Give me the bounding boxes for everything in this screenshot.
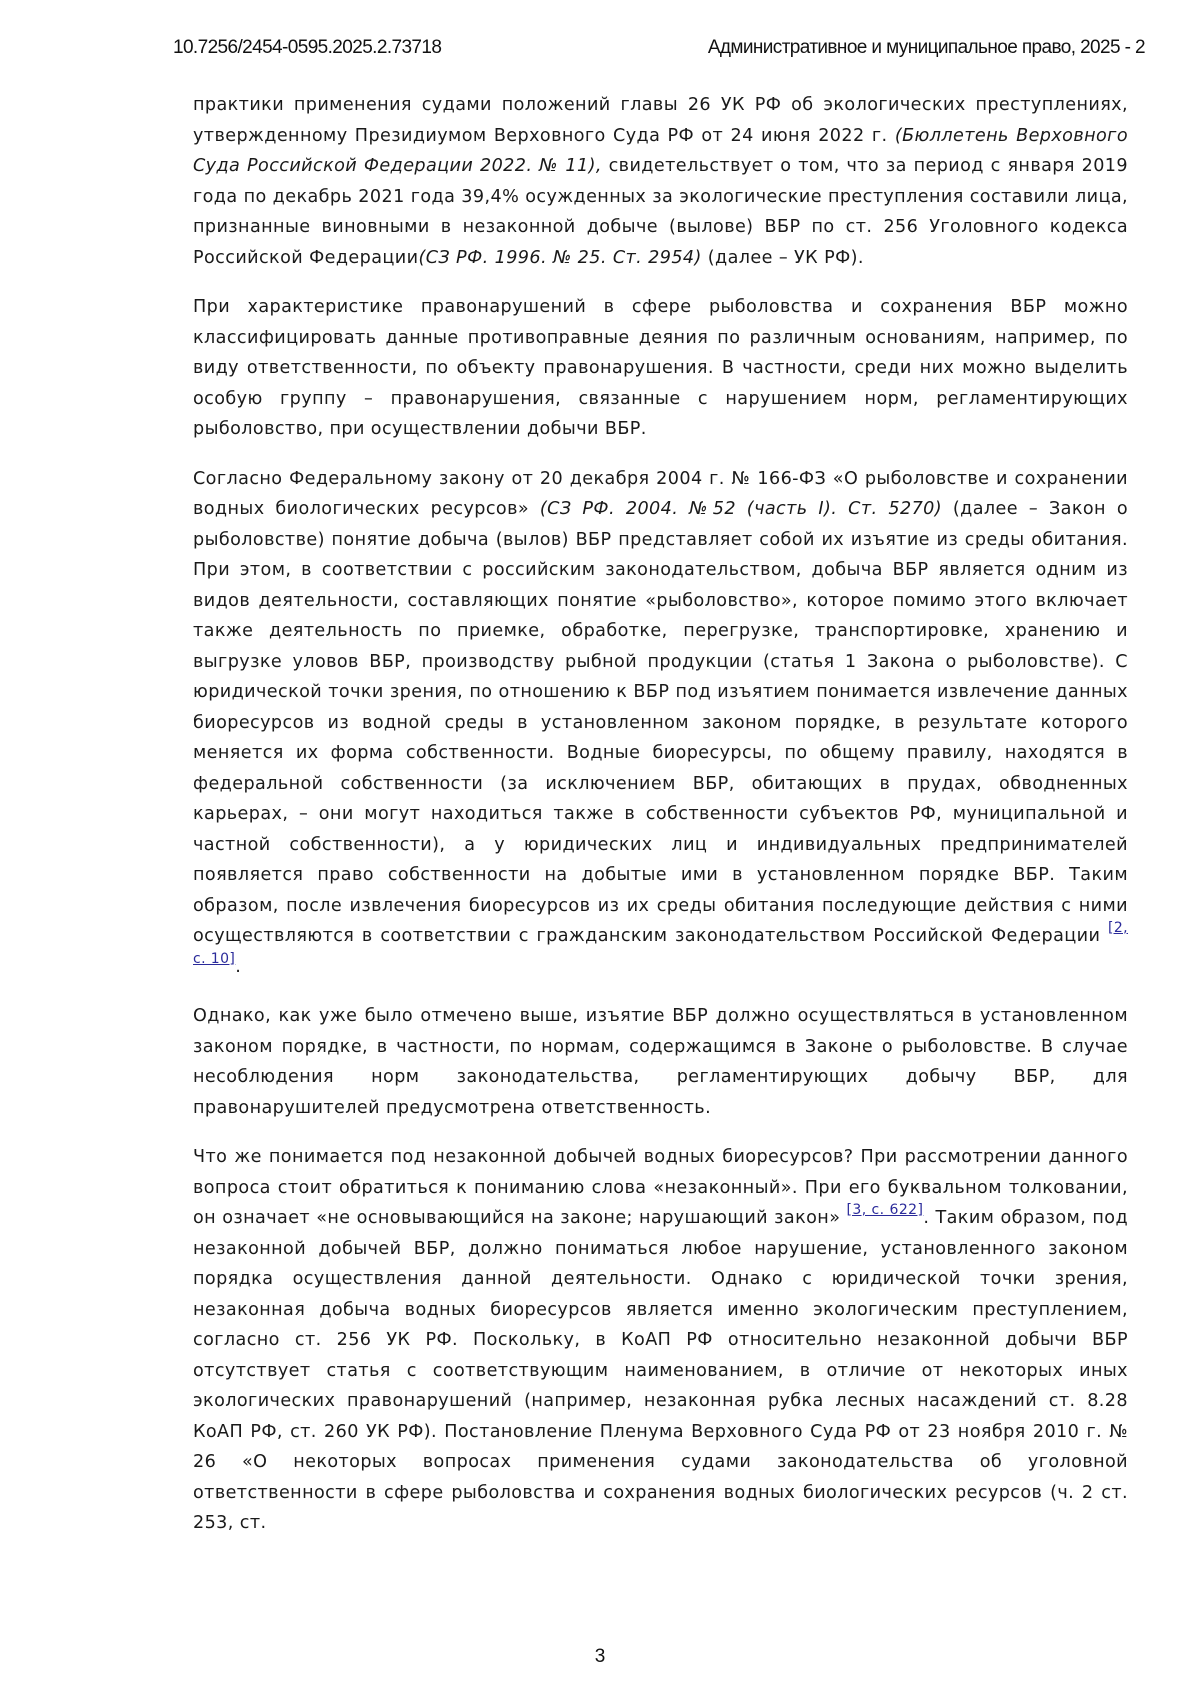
running-header — [173, 37, 1145, 63]
paragraph-text: (далее – УК РФ). — [701, 247, 864, 268]
paragraph-text: . Таким образом, под незаконной добычей ВБР, должно пониматься любое нарушение, установленного законом порядка осуществления данной деятельности. Однако с юридической точки зрения, незаконная добыча водных биоресурсов является именно экологическим преступлением, согласно ст. 256 УК РФ. Поскольку, в КоАП РФ относительно незаконной добычи ВБР отсутствует статья с соответствующим наименованием, в отличие от некоторых иных экологических правонарушений (например, незаконная рубка лесных насаждений ст. 8.28 КоАП РФ, ст. 260 УК РФ). Постановление Пленума Верховного Суда РФ от 23 ноября 2010 г. № 26 «О некоторых вопросах применения судами законодательства об уголовной ответственности в сфере рыболовства и сохранения водных биологических ресурсов (ч. 2 ст. 253, ст. — [193, 1208, 1129, 1533]
paragraph-5 — [193, 1142, 1128, 1539]
citation-italic: (СЗ РФ. 2004. №52 (часть I). Ст. 5270) — [539, 499, 943, 519]
paragraph-text: Что же понимается под незаконной добычей водных биоресурсов? При рассмотрении данного вопроса стоит обратиться к пониманию слова «незаконный». При его буквальном толковании, он означает «не основывающийся на законе; нарушающий закон» — [193, 1147, 1128, 1228]
article-body — [193, 90, 1128, 1558]
journal-title: Административное и муниципальное право, 2025 - 2 — [707, 37, 1145, 58]
paragraph-text: Согласно Федеральному закону от 20 декабря 2004 г. № 166-ФЗ «О рыболовстве и сохранении водных биологических ресурсов» — [193, 468, 1128, 519]
paragraph-2: При характеристике правонарушений в сфере рыболовства и сохранения ВБР можно классифицировать данные противоправные деяния по различным основаниям, например, по виду ответственности, по объекту правонарушения. В частности, среди них можно выделить особую группу – правонарушения, связанные с нарушением норм, регламентирующих рыболовство, при осуществлении добычи ВБР. — [193, 297, 1128, 439]
citation-italic: (СЗ РФ. 1996. № 25. Ст. 2954) — [418, 247, 702, 268]
citation-italic: (Бюллетень Верховного Суда Российской Федерации 2022. № 11), — [193, 125, 1128, 176]
paragraph-3 — [193, 464, 1128, 983]
doi-label: 10.7256/2454-0595.2025.2.73718 — [173, 37, 442, 58]
reference-link[interactable]: [2, с. 10] — [193, 920, 1128, 967]
paragraph-text: практики применения судами положений главы 26 УК РФ об экологических преступлениях, утвержденному Президиумом Верховного Суда РФ от 24 июня 2022 г. — [193, 95, 1128, 146]
footnote-ref — [847, 1202, 924, 1218]
reference-link[interactable]: [3, с. 622] — [846, 1202, 924, 1218]
page-number: 3 — [594, 1646, 606, 1667]
paragraph-1 — [193, 90, 1128, 273]
paragraph-text: (далее – Закон о рыболовстве) понятие добыча (вылов) ВБР представляет собой их изъятие из среды обитания. При этом, в соответствии с российским законодательством, добыча ВБР является одним из видов деятельности, составляющих понятие «рыболовство», которое помимо этого включает также деятельность по приемке, обработке, перегрузке, транспортировке, хранению и выгрузке уловов ВБР, производству рыбной продукции (статья 1 Закона о рыболовстве). С юридической точки зрения, по отношению к ВБР под изъятием понимается извлечение данных биоресурсов из водной среды в установленном законом порядке, в результате которого меняется их форма собственности. Водные биоресурсы, по общему правилу, находятся в федеральной собственности (за исключением ВБР, обитающих в прудах, обводненных карьерах, – они могут находиться также в собственности субъектов РФ, муниципальной и частной собственности), а у юридических лиц и индивидуальных предпринимателей появляется право собственности на добытые ими в установленном порядке ВБР. Таким образом, после извлечения биоресурсов из их среды обитания последующие действия с ними осуществляются в соответствии с гражданским законодательством Российской Федерации — [193, 499, 1129, 946]
paragraph-text: . — [235, 956, 242, 977]
paragraph-4: Однако, как уже было отмечено выше, изъятие ВБР должно осуществляться в установленном законом порядке, в частности, по нормам, содержащимся в Законе о рыболовстве. В случае несоблюдения норм законодательства, регламентирующих добычу ВБР, для правонарушителей предусмотрена ответственность. — [193, 1006, 1128, 1118]
paragraph-text: свидетельствует о том, что за период с января 2019 года по декабрь 2021 года 39,4% осужденных за экологические преступления составили лица, признанные виновными в незаконной добыче (вылове) ВБР по ст. 256 Уголовного кодекса Российской Федерации — [193, 156, 1128, 268]
